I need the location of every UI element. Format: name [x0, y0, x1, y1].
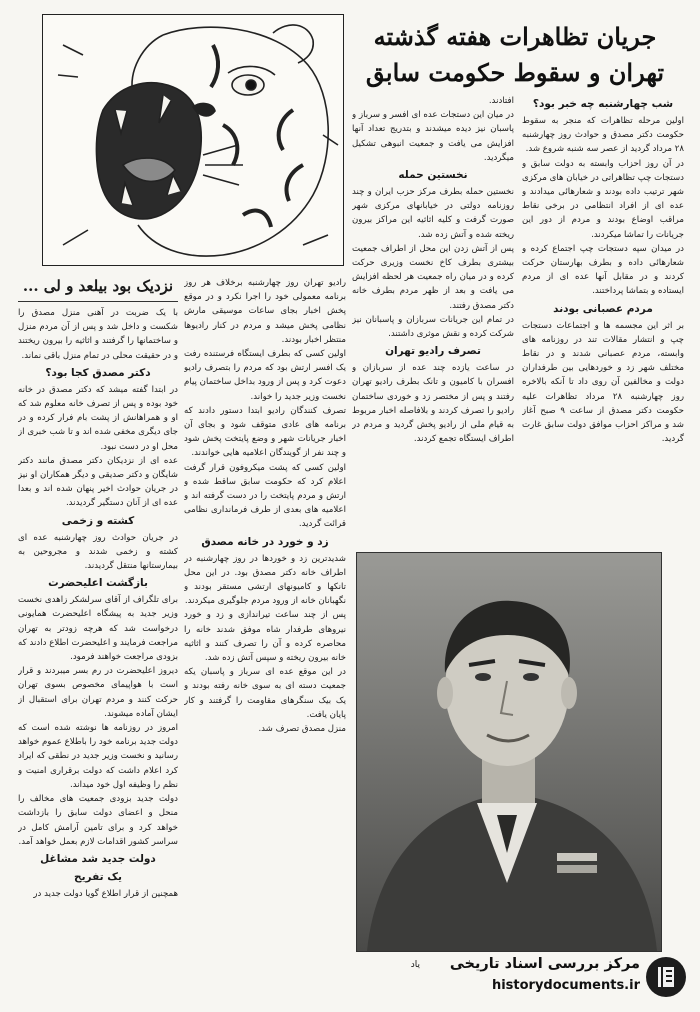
middle2-paragraph-2: اولین کسی که بطرف ایستگاه فرستنده رفت یک افسر ارتش بود که مردم را بتصرف رادیو دعوت کرد و پس از ورود بداخل ساختمان پیام نخست وزیر جدید را خواند.	[184, 349, 346, 402]
portrait-photo-drawing	[357, 553, 661, 951]
right-heading-1: شب چهارشنبه چه خبر بود؟	[532, 98, 674, 110]
watermark-name: مرکز بررسی اسناد تاریخی	[449, 956, 640, 972]
left-paragraph-5: برای تلگراف از آقای سرلشکر زاهدی نخست وزیر جدید به پیشگاه اعلیحضرت همایونی درخواست شد که هرچه زودتر به تهران مراجعت فرمایند و اعلیحضرت اطلاع دادند که بزودی مراجعت خواهند فرمود.	[18, 595, 178, 663]
left-heading-3: بازگشت اعلیحضرت	[48, 577, 148, 590]
middle2-paragraph-5: شدیدترین زد و خوردها در روز چهارشنبه در اطراف خانه دکتر مصدق بود. در این محل تانکها و کامیونهای ارتشی مستقر بودند و نگهبانان خانه از ورود مردم جلوگیری میکردند.	[184, 553, 346, 607]
left-paragraph-3: عده ای از نزدیکان دکتر مصدق مانند دکتر شایگان و دکتر صدیقی و دیگر همکاران او نیز در جریان حوادث اخیر پنهان شده اند و بعدا عده ای از آنان دستگیر گردیدند.	[18, 455, 178, 509]
left-heading-4: دولت جدید شد مشاغل	[40, 852, 156, 865]
left-heading-1: دکتر مصدق کجا بود؟	[45, 366, 151, 379]
right-paragraph-2: در آن روز احزاب وابسته به دولت سابق و دستجات چپ تظاهراتی در خیابان های مرکزی شهر ترتیب داده بودند و شعارهائی میدادند و عده ای از افراد انتظامی در برخی نقاط مراقب اوضاع بودند و مردم از دور این جریانات را تماشا میکردند.	[522, 158, 684, 240]
middle-paragraph-5: در تمام این جریانات سربازان و پاسبانان نیز شرکت کرده و نقش موثری داشتند.	[352, 314, 514, 340]
left-paragraph-6: دیروز اعلیحضرت در رم بسر میبردند و قرار است با هواپیمای مخصوص بسوی تهران حرکت کنند و مردم تهران برای استقبال از ایشان آماده میشوند.	[18, 666, 178, 719]
middle-column-2	[184, 276, 346, 976]
middle2-paragraph-6: پس از چند ساعت تیراندازی و زد و خورد نیروهای طرفدار شاه موفق شدند خانه را محاصره کرده و آن را تصرف کنند و اثاثیه خانه بیرون ریخته و سپس آتش زده شد.	[184, 610, 346, 664]
left-paragraph-1: با یک ضربت در آهنی منزل مصدق را شکست و داخل شد و پس از آن مردم منزل و ساختمانها را گرفتند و اثاثیه را بیرون ریختند و در حقیقت محلی در تمام منزل باقی نماند.	[18, 308, 178, 361]
middle2-paragraph-3: تصرف کنندگان رادیو ابتدا دستور دادند که برنامه های عادی متوقف شود و بجای آن اخبار جریانات شهر و وضع پایتخت پخش شود و چند نفر از گویندگان اعلامیه هایی خواندند.	[184, 405, 346, 459]
headline-line-1: جریان تظاهرات هفته گذشته	[373, 22, 657, 51]
watermark-url: historydocuments.ir	[491, 978, 640, 993]
left-paragraph-4: در جریان حوادث روز چهارشنبه عده ای کشته و زخمی شدند و مجروحین به بیمارستانها منتقل گردیدند.	[18, 532, 178, 572]
portrait-photo	[356, 552, 662, 952]
tiger-cartoon-image	[42, 14, 344, 266]
middle2-last-line: منزل مصدق تصرف شد.	[258, 724, 346, 735]
middle2-paragraph-7: در این موقع عده ای سرباز و پاسبان یکه جمعیت دسته ای به سوی خانه رفته بودند و یک بیک سنگرهای مقاومت را گرفتند و کار پایان یافت.	[184, 667, 346, 720]
left-paragraph-2: در ابتدا گفته میشد که دکتر مصدق در خانه خود بوده و پس از تصرف خانه معلوم شد که او و همراهانش از پشت بام فرار کرده و در جای دیگری مخفی شده اند و تا شب خبری از محل او در دست نبود.	[18, 384, 178, 452]
left-heading-5: یک تفریح	[74, 870, 122, 883]
right-heading-2: مردم عصبانی بودند	[553, 302, 653, 315]
middle2-paragraph-1: رادیو تهران روز چهارشنبه برخلاف هر روز برنامه معمولی خود را اجرا نکرد و در موقع پخش اخبار بجای ساعات موسیقی مارش نظامی پخش میشد و مردم در کنار رادیوها منتظر اخبار بودند.	[184, 278, 346, 345]
left-title: نزدیک بود بیلعد و لی ...	[22, 277, 174, 295]
right-paragraph-1: اولین مرحله تظاهرات که منجر به سقوط حکومت دکتر مصدق و حوادث روز چهارشنبه ۲۸ مرداد گردید از عصر سه شنبه شروع شد.	[522, 116, 684, 155]
middle-heading-2: تصرف رادیو تهران	[385, 345, 481, 358]
left-heading-2: کشته و زخمی	[61, 514, 135, 527]
middle2-paragraph-4: اولین کسی که پشت میکروفون قرار گرفت اعلام کرد که حکومت سابق ساقط شده و ارتش و مردم پایتخت را در دست گرفته اند و اعلامیه های بعدی از طرف فرمانداری نظامی قرائت گردید.	[184, 462, 346, 530]
middle-paragraph-4: پس از آتش زدن این محل از اطراف جمعیت بیشتری بطرف کاخ نخست وزیری حرکت کرده و در میان راه جمعیت هر لحظه افزایش می یافت و بعد از ظهر مردم بطرف خانه دکتر مصدق رفتند.	[352, 243, 514, 311]
watermark	[420, 950, 692, 1004]
right-column	[522, 94, 684, 564]
headline-line-2: تهران و سقوط حکومت سابق	[365, 58, 665, 87]
left-column	[18, 272, 178, 980]
middle-heading-1: نخستین حمله	[398, 169, 468, 182]
right-paragraph-3: در میدان سپه دستجات چپ اجتماع کرده و شعارهائی داده و بطرف بهارستان حرکت کردند و در مقابل آنها عده ای از مردم ایستاده و بتماشا پرداختند.	[522, 243, 684, 297]
tiger-cartoon-drawing	[43, 15, 343, 265]
middle-paragraph-6: در ساعت یازده چند عده از سربازان و افسران با کامیون و تانک بطرف رادیو تهران رفتند و پس از مختصر زد و خوردی ساختمان رادیو را تصرف کردند و بلافاصله اخبار مربوط به قیام ملی از رادیو پخش گردید و مردم در اطراف ایستگاه تجمع کردند.	[352, 363, 514, 445]
watermark-logo-icon	[644, 955, 688, 999]
middle-column	[352, 94, 514, 544]
bottom-fragment-text: یاد	[410, 960, 420, 970]
left-paragraph-8: دولت جدید بزودی جمعیت های مخالف را منحل و اعضای دولت سابق را بازداشت خواهد کرد و برای تامین آرامش کامل در سراسر کشور اقدامات لازم بعمل خواهد آمد.	[18, 794, 178, 847]
left-title-rule	[18, 301, 178, 302]
middle-paragraph-1: افتادند.	[488, 96, 514, 106]
left-paragraph-7: امروز در روزنامه ها نوشته شده است که دولت جدید برنامه خود را باطلاع عموم خواهد رسانید و نخست وزیر جدید در نطقی که ایراد کرد اعلام داشت که دولت برقراری امنیت و نظم را وظیفه اول خود میداند.	[18, 723, 178, 790]
right-paragraph-4: بر اثر این مجسمه ها و اجتماعات دستجات چپ و انتشار مقالات تند در روزنامه های وابسته، مردم عصبانی شدند و در نقاط مختلف شهر زد و خوردهایی بین طرفداران دولت و مخالفین آن روی داد تا آنکه بالاخره روز چهارشنبه ۲۸ مرداد تظاهرات علیه حکومت دکتر مصدق از ساعت ۹ صبح آغاز شد و مراکز احزاب موافق دولت سابق غارت گردید.	[522, 320, 684, 445]
middle-paragraph-3: نخستین حمله بطرف مرکز حزب ایران و چند روزنامه دولتی در خیابانهای مرکزی شهر صورت گرفت و کلیه اثاثیه این مراکز بیرون ریخته شده و آتش زده شد.	[352, 187, 514, 240]
middle2-heading-1: زد و خورد در خانه مصدق	[201, 535, 329, 548]
middle-paragraph-2: در میان این دستجات عده ای افسر و سرباز و پاسبان نیز دیده میشدند و بتدریج تعداد آنها افزایش می یافت و جمعیت انبوهی تشکیل میگردید.	[352, 110, 514, 163]
left-paragraph-9: همچنین از قرار اطلاع گویا دولت جدید در	[33, 888, 178, 899]
